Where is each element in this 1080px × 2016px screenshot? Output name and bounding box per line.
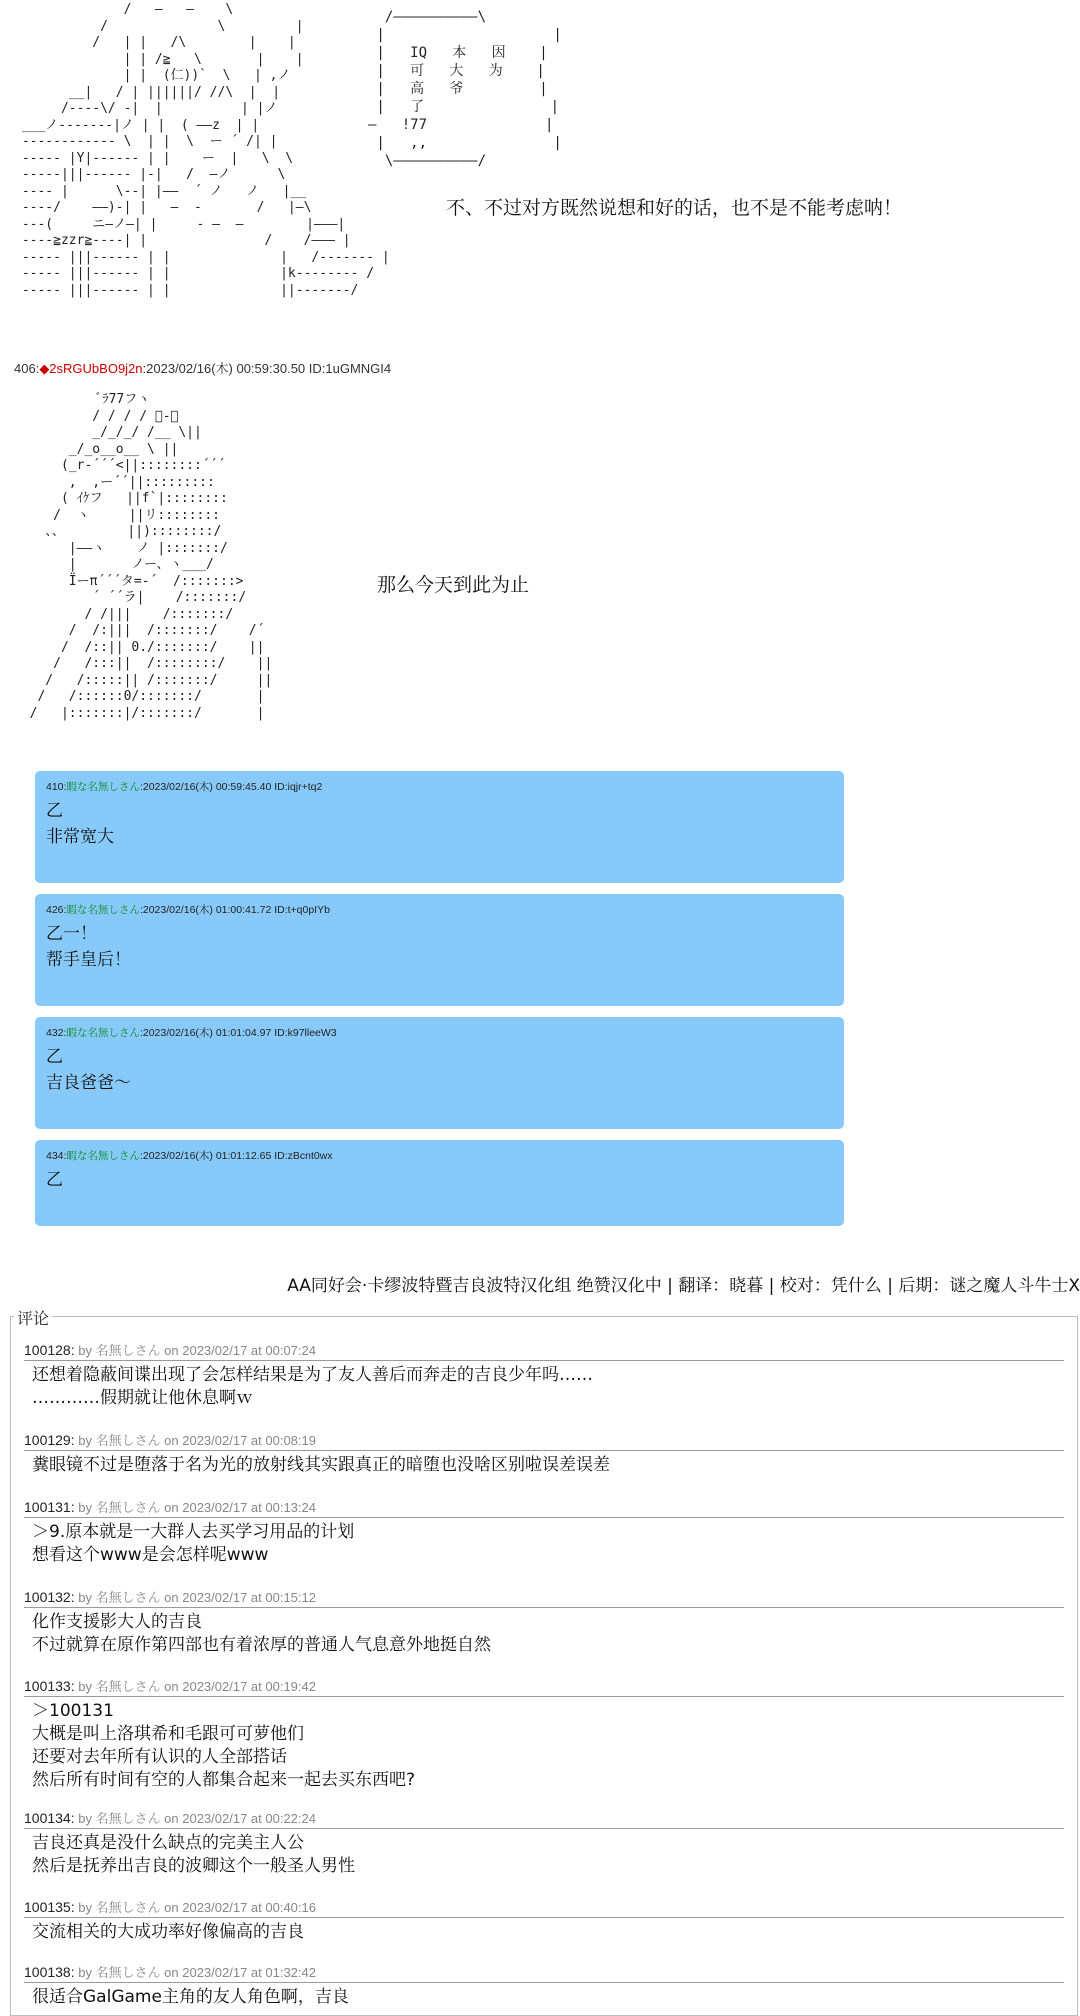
reply-datetime: :2023/02/16(木) 00:59:45.40 ID:iqjr+tq2 [139,781,323,793]
reply-name: 暇な名無しさん [66,1027,140,1039]
comment [24,1676,1064,1792]
comment-header [24,1430,1064,1451]
reply-meta [46,1025,833,1040]
reply-meta [46,779,833,794]
dialogue-line: 不、不过对方既然说想和好的话，也不是不能考虑呐！ [446,197,903,219]
reply-line: 非常宽大 [46,827,114,847]
comment-text [24,1611,1064,1657]
comment-line: 很适合GalGame主角的友人角色啊，吉良 [32,1987,349,2007]
post-number: 406: [14,361,40,376]
comment-number: 100132: [24,1589,75,1605]
reply-line: 乙 [46,801,63,821]
reply-text [46,1044,833,1096]
comments-title: 评论 [14,1306,52,1329]
comment-text [24,1521,1064,1567]
reply-text [46,798,833,850]
reply-box [35,894,844,1006]
comment-meta: by 名無しさん on 2023/02/17 at 00:40:16 [74,1900,316,1915]
comment-meta: by 名無しさん on 2023/02/17 at 00:13:24 [74,1500,316,1515]
comment-line: 然后是抚养出吉良的波卿这个一般圣人男性 [32,1856,355,1876]
comment-text [24,1986,1064,2009]
reply-box [35,1017,844,1129]
comment-line: 交流相关的大成功率好像偏高的吉良 [32,1922,304,1942]
credit-line: AA同好会·卡缪波特暨吉良波特汉化组 绝赞汉化中 | 翻译：晓暮 | 校对：凭什么 | 后期：谜之魔人斗牛士X [287,1276,1080,1296]
comment-meta: by 名無しさん on 2023/02/17 at 00:22:24 [74,1811,316,1826]
reply-text [46,1167,833,1193]
comment-line: ＞9.原本就是一大群人去买学习用品的计划 [32,1522,355,1542]
speech-bubble: /——————————\ | | | IQ 本 因 | | 可 大 为 | | 高 爷 | | 了 | — !77 | | ,, | \——————————/ [368,9,562,169]
comment-line: 吉良还真是没什么缺点的完美主人公 [32,1833,304,1853]
comment-number: 100131: [24,1499,75,1515]
reply-line: 乙 [46,1047,63,1067]
comment [24,1897,1064,1944]
reply-line: 乙一！ [46,924,97,944]
comment-text [24,1700,1064,1792]
reply-box [35,771,844,883]
reply-number: 434: [46,1150,67,1162]
comment-header [24,1897,1064,1918]
reply-number: 410: [46,781,67,793]
comment-line: ＞100131 [32,1701,114,1721]
post-trip[interactable]: ◆2sRGUbBO9j2n [39,361,143,376]
comment-header [24,1676,1064,1697]
reply-datetime: :2023/02/16(木) 01:00:41.72 ID:t+q0pIYb [139,904,330,916]
comment-number: 100128: [24,1342,75,1358]
reply-box [35,1140,844,1226]
comment [24,1340,1064,1410]
comment-header [24,1962,1064,1983]
reply-line: 帮手皇后！ [46,950,131,970]
reply-datetime: :2023/02/16(木) 01:01:12.65 ID:zBcnt0wx [139,1150,333,1162]
comment [24,1587,1064,1657]
comment-meta: by 名無しさん on 2023/02/17 at 00:19:42 [74,1679,316,1694]
comment-meta: by 名無しさん on 2023/02/17 at 01:32:42 [74,1965,316,1980]
comment-text [24,1921,1064,1944]
reply-meta [46,1148,833,1163]
ascii-art-character-1: / — — \ / \ | / | | /\ | | | | /≧ \ | | | | (仁))` \ | ,ノ __| / | ||||||/ //\ | | /----\/ -| | | |ノ ___ノ-------|ノ | | ( ——z | | ------------ \ | | \ ー ´ /| | ----- |Y|------ | | ー | \ \ -----|||------ |-| / —ノ \ ---- | \--| |—— ´ ノ ノ |__ ----/ ——)-| | — - / |—\ ---( ニ—ノ—| | - — — |———| ----≧zzr≧----| | / /——— | ----- |||------ | | | /------- | ----- |||------ | | |k-------- / ----- |||------ | | ||-------/ [21,2,390,298]
ascii-art-character-2: ﾞﾗ77フヽ / / / / ﾞ-、 _/_/_/ /__ \|| _/_o__o__ \ || (_r-´´´<||::::::::´´´ , ,ー´´||::::::::: ( ｲｹフ ||f`|:::::::: / ヽ ||リ:::::::: 、、 ||)::::::::/ |——ヽ ノ |:::::::/ | ノー、ヽ___/ Ïーπ´´´タ=-´ /:::::::> ´ ´´ラ| /:::::::/ / /||| /:::::::/ / /:||| /:::::::/ /´ / /::|| 0./:::::::/ || / /:::|| /::::::::/ || / /:::::|| /:::::::/ || / /::::::0/:::::::/ | / |:::::::|/:::::::/ | [29,392,273,721]
comment-line: 还想着隐蔽间谍出现了会怎样结果是为了友人善后而奔走的吉良少年吗…… [32,1365,593,1385]
comment-number: 100138: [24,1964,75,1980]
comment-header [24,1340,1064,1361]
comment-line: 想看这个www是会怎样呢www [32,1545,269,1565]
comment-line: 还要对去年所有认识的人全部搭话 [32,1747,287,1767]
comment-header [24,1497,1064,1518]
comment-meta: by 名無しさん on 2023/02/17 at 00:15:12 [74,1590,316,1605]
comment-number: 100134: [24,1810,75,1826]
comment [24,1430,1064,1477]
dialogue-line-2: 那么今天到此为止 [377,574,530,596]
reply-datetime: :2023/02/16(木) 01:01:04.97 ID:k97lleeW3 [139,1027,337,1039]
comment-line: …………假期就让他休息啊ｗ [32,1388,253,1408]
reply-number: 432: [46,1027,67,1039]
comment-text [24,1454,1064,1477]
reply-name: 暇な名無しさん [66,781,140,793]
comment-header [24,1587,1064,1608]
reply-number: 426: [46,904,67,916]
reply-text [46,921,833,973]
reply-name: 暇な名無しさん [66,1150,140,1162]
comment-line: 大概是叫上洛琪希和毛跟可可萝他们 [32,1724,304,1744]
comment-meta: by 名無しさん on 2023/02/17 at 00:08:19 [74,1433,316,1448]
reply-line: 乙 [46,1170,63,1190]
reply-meta [46,902,833,917]
comment-meta: by 名無しさん on 2023/02/17 at 00:07:24 [74,1343,316,1358]
comment [24,1962,1064,2009]
post-header [14,358,391,377]
comment-number: 100135: [24,1899,75,1915]
post-datetime: :2023/02/16(木) 00:59:30.50 ID:1uGMNGI4 [142,361,392,376]
comment-line: 然后所有时间有空的人都集合起来一起去买东西吧? [32,1770,416,1790]
comment-line: 糞眼镜不过是堕落于名为光的放射线其实跟真正的暗堕也没啥区别啦误差误差 [32,1455,610,1475]
comment-number: 100129: [24,1432,75,1448]
comment-header [24,1808,1064,1829]
comment-number: 100133: [24,1678,75,1694]
comment-text [24,1364,1064,1410]
reply-line: 吉良爸爸～ [46,1073,131,1093]
comment-line: 不过就算在原作第四部也有着浓厚的普通人气息意外地挺自然 [32,1635,491,1655]
comment-line: 化作支援影大人的吉良 [32,1612,202,1632]
comment [24,1808,1064,1878]
reply-name: 暇な名無しさん [66,904,140,916]
comment [24,1497,1064,1567]
comment-text [24,1832,1064,1878]
